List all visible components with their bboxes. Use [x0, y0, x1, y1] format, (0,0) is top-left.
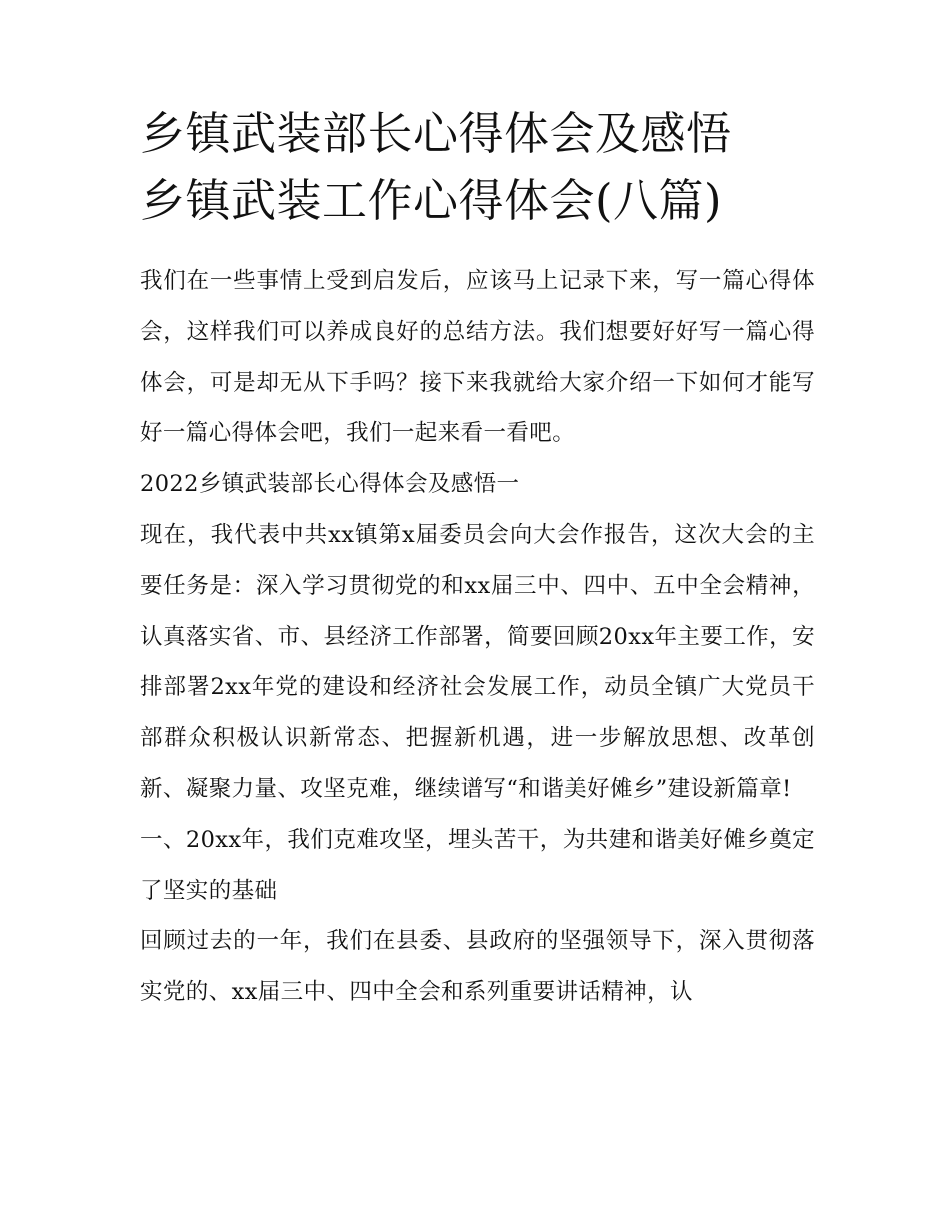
- document-title: [140, 100, 815, 234]
- intro-paragraph: 我们在一些事情上受到启发后，应该马上记录下来，写一篇心得体会，这样我们可以养成良好的总结方法。我们想要好好写一篇心得体会，可是却无从下手吗？接下来我就给大家介绍一下如何才能写好一篇心得体会吧，我们一起来看一看吧。: [140, 268, 815, 447]
- title-line-2: 乡镇武装工作心得体会(八篇): [140, 174, 723, 227]
- review-paragraph: 回顾过去的一年，我们在县委、县政府的坚强领导下，深入贯彻落实党的、xx届三中、四中全会和系列重要讲话精神，认: [140, 928, 815, 1006]
- document-page: [140, 100, 815, 1018]
- title-line-1: 乡镇武装部长心得体会及感悟: [140, 107, 732, 160]
- subsection-heading: 一、20xx年，我们克难攻坚，埋头苦干，为共建和谐美好傩乡奠定了坚实的基础: [140, 826, 815, 904]
- report-paragraph: 现在，我代表中共xx镇第x届委员会向大会作报告，这次大会的主要任务是：深入学习贯彻党的和xx届三中、四中、五中全会精神，认真落实省、市、县经济工作部署，简要回顾20xx年主要工作，安排部署2xx年党的建设和经济社会发展工作，动员全镇广大党员干部群众积极认识新常态、把握新机遇，进一步解放思想、改革创新、凝聚力量、攻坚克难，继续谱写“和谐美好傩乡”建设新篇章!: [140, 521, 815, 802]
- section-heading: 2022乡镇武装部长心得体会及感悟一: [140, 471, 520, 498]
